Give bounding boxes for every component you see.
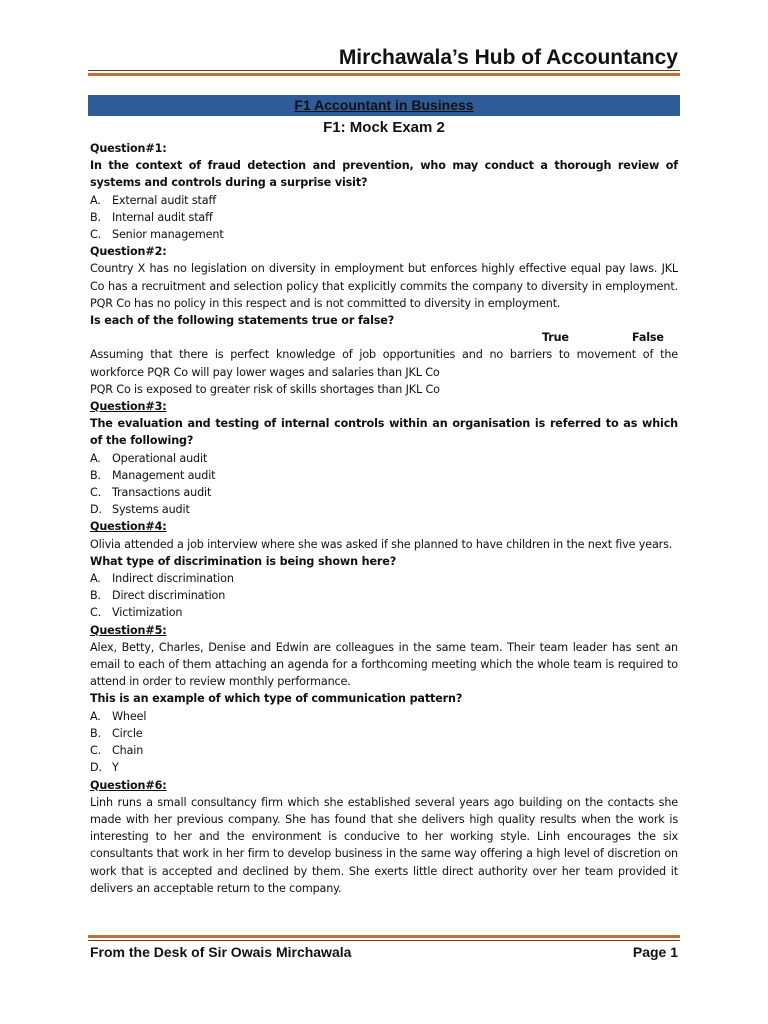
question-heading: Question#3: [90,400,167,414]
option-text: Management audit [112,468,216,482]
course-banner: F1 Accountant in Business [88,95,680,116]
footer-text: From the Desk of Sir Owais Mirchawala [90,944,352,960]
true-false-header [90,329,678,346]
question-4 [90,518,678,621]
option-letter: B. [90,726,101,740]
option-text: Wheel [112,709,147,723]
option [90,226,678,243]
option-text: Chain [112,744,144,758]
option [90,708,678,725]
option-text: Operational audit [112,451,208,465]
option-text: Systems audit [112,503,190,517]
page-number: Page 1 [632,944,678,960]
option-text: External audit staff [112,193,217,207]
option [90,467,678,484]
option-text: Senior management [112,228,224,242]
option-letter: D. [90,503,102,517]
option-letter: D. [90,761,102,775]
option-letter: B. [90,589,101,603]
question-6 [90,777,678,897]
option [90,587,678,604]
question-scenario: Olivia attended a job interview where she was asked if she planned to have children in the next five years. [90,537,673,551]
false-label: False [632,331,664,345]
question-heading: Question#4: [90,520,167,534]
option-letter: B. [90,210,101,224]
option-text: Y [112,761,119,775]
question-stem: This is an example of which type of communication pattern? [90,692,463,706]
question-scenario: Country X has no legislation on diversity in employment but enforces highly effective equal pay laws. JKL Co has a recruitment and selection policy that explicitly commits the company to diversity in employment. PQR Co has no policy in this respect and is not committed to diversity in employment. [90,262,678,310]
question-heading: Question#6: [90,778,167,792]
question-heading: Question#2: [90,245,167,259]
question-5 [90,622,678,777]
question-scenario: Alex, Betty, Charles, Denise and Edwin are colleagues in the same team. Their team leader has sent an email to each of them attaching an agenda for a forthcoming meeting which the whole team is required to attend in order to review monthly performance. [90,640,678,689]
option-letter: C. [90,606,102,620]
option [90,759,678,776]
statement: Assuming that there is perfect knowledge of job opportunities and no barriers to movement of the workforce PQR Co will pay lower wages and salaries than JKL Co [90,348,678,379]
statement: PQR Co is exposed to greater risk of skills shortages than JKL Co [90,382,440,396]
option [90,570,678,587]
option-letter: A. [90,193,101,207]
question-stem: The evaluation and testing of internal controls within an organisation is referred to as which of the following? [90,417,678,448]
option [90,209,678,226]
option-letter: A. [90,451,101,465]
option-text: Internal audit staff [112,210,213,224]
question-stem: In the context of fraud detection and prevention, who may conduct a thorough review of systems and controls during a surprise visit? [90,159,678,190]
option-text: Direct discrimination [112,589,226,603]
question-3 [90,398,678,518]
question-stem: Is each of the following statements true or false? [90,314,395,328]
questions-content [90,140,678,897]
option [90,742,678,759]
question-heading: Question#1: [90,142,167,155]
option-letter: A. [90,709,101,723]
option-text: Victimization [112,606,183,620]
header-title: Mirchawala’s Hub of Accountancy [338,46,678,69]
option [90,450,678,467]
option-letter: C. [90,744,102,758]
option-text: Transactions audit [112,486,212,500]
question-heading: Question#5: [90,623,167,637]
option-letter: B. [90,468,101,482]
question-1 [90,140,678,243]
question-stem: What type of discrimination is being shown here? [90,554,397,568]
question-2 [90,243,678,398]
option-letter: C. [90,228,102,242]
option [90,501,678,518]
option-text: Indirect discrimination [112,572,234,586]
header-rule [88,70,680,76]
footer-rule [88,935,680,941]
option-text: Circle [112,726,143,740]
option-letter: A. [90,572,101,586]
option [90,484,678,501]
option [90,725,678,742]
exam-subtitle: F1: Mock Exam 2 [323,119,445,136]
option [90,192,678,209]
option-letter: C. [90,486,102,500]
question-scenario: Linh runs a small consultancy firm which she established several years ago building on the contacts she made with her previous company. She has found that she delivers high quality results when the work is interesting to her and the environment is conducive to her working style. Linh encourages the six consultants that work in her firm to develop business in the same way offering a high level of discretion on work that is accepted and declined by them. She exerts little direct authority over her team provided it delivers an acceptable return to the company. [90,795,678,895]
option [90,604,678,621]
true-label: True [542,331,569,345]
